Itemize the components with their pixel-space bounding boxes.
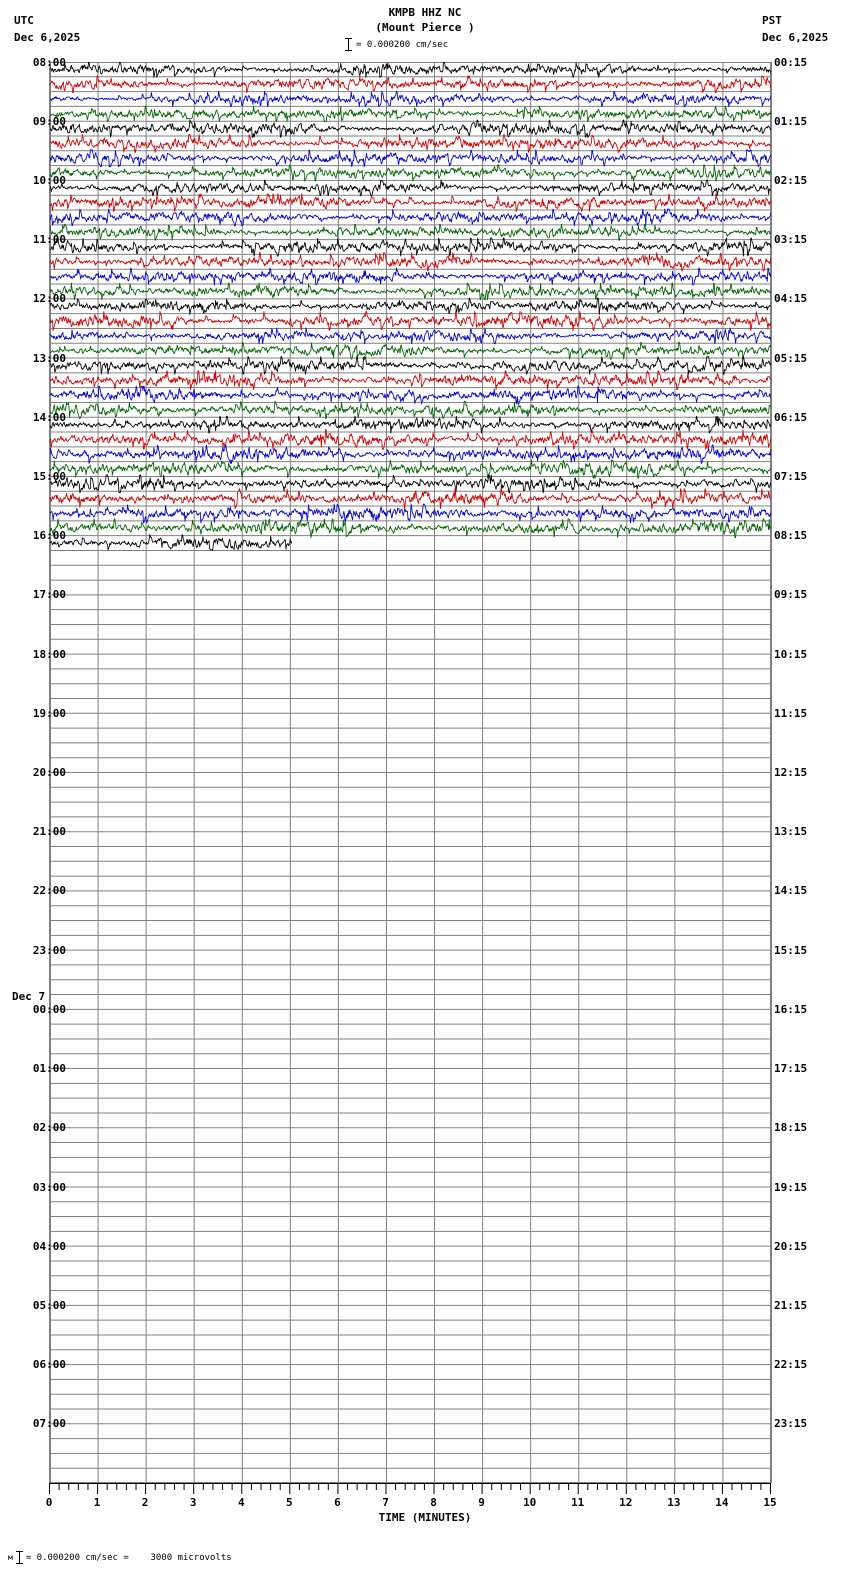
x-tick-3: 3 [189, 1496, 197, 1509]
seismic-traces [50, 62, 771, 1483]
station-name: (Mount Pierce ) [375, 21, 475, 34]
pst-hour-label-0615: 06:15 [774, 410, 808, 424]
trace-row-1 [50, 76, 771, 93]
utc-hour-label-1400: 14:00 [32, 410, 66, 424]
trace-row-6 [50, 150, 771, 167]
trace-row-31 [50, 519, 771, 538]
scale-bar-text: = 0.000200 cm/sec [356, 39, 449, 50]
trace-row-5 [50, 135, 771, 153]
x-tick-12: 12 [619, 1496, 633, 1509]
utc-hour-label-0800: 08:00 [32, 55, 66, 69]
pst-hour-label-1415: 14:15 [774, 884, 808, 898]
trace-row-19 [50, 342, 771, 359]
x-tick-5: 5 [285, 1496, 293, 1509]
trace-row-24 [50, 416, 771, 433]
footer-scale-bar-icon [16, 1551, 23, 1564]
utc-date: Dec 6,2025 [14, 31, 81, 44]
utc-hour-label-0900: 09:00 [32, 114, 66, 128]
x-tick-14: 14 [715, 1496, 729, 1509]
utc-hour-label-0500: 05:00 [32, 1298, 66, 1312]
footer-scale-note [8, 1551, 232, 1564]
x-tick-13: 13 [667, 1496, 681, 1509]
trace-row-13 [50, 253, 771, 271]
x-tick-15: 15 [763, 1496, 777, 1509]
trace-row-29 [50, 489, 771, 509]
trace-row-14 [50, 268, 771, 285]
day-break-label: Dec 7 [12, 990, 46, 1004]
x-tick-8: 8 [430, 1496, 437, 1509]
trace-row-9 [50, 194, 771, 212]
pst-hour-label-1015: 10:15 [774, 647, 808, 661]
utc-hour-label-0300: 03:00 [32, 1180, 66, 1194]
utc-hour-label-0200: 02:00 [32, 1121, 66, 1135]
x-tick-9: 9 [478, 1496, 485, 1509]
x-tick-4: 4 [237, 1496, 245, 1509]
trace-row-32 [50, 535, 292, 551]
trace-row-17 [50, 312, 771, 331]
trace-row-22 [50, 386, 771, 404]
utc-hour-label-1700: 17:00 [32, 588, 66, 602]
pst-hour-label-0815: 08:15 [774, 529, 808, 543]
utc-hour-label-0600: 06:00 [32, 1358, 66, 1372]
pst-label: PST [762, 14, 782, 27]
x-tick-2: 2 [141, 1496, 149, 1509]
trace-row-2 [50, 91, 771, 106]
header-station-block [0, 5, 850, 35]
trace-row-23 [50, 401, 771, 418]
pst-hour-label-0315: 03:15 [774, 233, 808, 247]
utc-hour-label-1800: 18:00 [32, 647, 66, 661]
trace-row-16 [50, 298, 771, 314]
pst-date: Dec 6,2025 [762, 31, 829, 44]
x-tick-10: 10 [523, 1496, 537, 1509]
utc-hour-label-1900: 19:00 [32, 706, 66, 720]
footer-mu-glyph: м [8, 1553, 13, 1562]
utc-hour-label-1600: 16:00 [32, 529, 66, 543]
pst-hour-label-1715: 17:15 [774, 1062, 808, 1075]
utc-label: UTC [14, 14, 34, 27]
x-axis-title: TIME (MINUTES) [378, 1511, 472, 1524]
footer-scale-text: = 0.000200 cm/sec = 3000 microvolts [25, 1552, 232, 1563]
utc-hour-label-0000: 00:00 [32, 1002, 66, 1016]
pst-hour-label-0515: 05:15 [774, 351, 808, 365]
x-tick-6: 6 [334, 1496, 341, 1509]
pst-hour-label-1915: 19:15 [774, 1180, 808, 1194]
pst-hour-label-0715: 07:15 [774, 470, 808, 483]
trace-row-0 [50, 62, 771, 77]
pst-hour-label-1515: 15:15 [774, 943, 808, 957]
utc-hour-label-2000: 20:00 [32, 766, 66, 779]
helicorder-plot-area [49, 62, 772, 1483]
utc-hour-label-0400: 04:00 [32, 1239, 66, 1253]
utc-hour-label-1500: 15:00 [32, 470, 66, 483]
utc-hour-label-1000: 10:00 [32, 173, 66, 187]
trace-row-28 [50, 475, 771, 493]
trace-row-7 [50, 165, 771, 181]
trace-row-20 [50, 357, 771, 375]
utc-hour-label-0100: 01:00 [32, 1062, 66, 1075]
utc-hour-label-2300: 23:00 [32, 943, 66, 957]
utc-hour-label-2100: 21:00 [32, 825, 66, 839]
trace-row-27 [50, 460, 771, 478]
trace-row-21 [50, 371, 771, 390]
utc-hour-label-1100: 11:00 [32, 233, 66, 247]
pst-hour-label-2015: 20:15 [774, 1239, 808, 1253]
trace-row-18 [50, 328, 771, 344]
pst-hour-label-0115: 01:15 [774, 114, 808, 128]
pst-hour-label-1115: 11:15 [774, 706, 808, 720]
pst-hour-label-0015: 00:15 [774, 55, 808, 69]
utc-hour-label-1200: 12:00 [32, 292, 66, 306]
pst-hour-label-2215: 22:15 [774, 1358, 808, 1372]
utc-hour-label-1300: 13:00 [32, 351, 66, 365]
pst-hour-label-1615: 16:15 [774, 1002, 808, 1016]
x-tick-7: 7 [382, 1496, 389, 1509]
trace-row-30 [50, 504, 771, 523]
pst-hour-label-2115: 21:15 [774, 1298, 808, 1312]
pst-hour-label-1815: 18:15 [774, 1121, 808, 1135]
pst-hour-label-1215: 12:15 [774, 766, 808, 779]
x-axis-ticks [49, 1483, 771, 1495]
trace-row-3 [50, 106, 771, 122]
scale-bar-legend [345, 38, 448, 51]
trace-row-11 [50, 224, 771, 240]
utc-hour-label-0700: 07:00 [32, 1417, 66, 1431]
x-tick-11: 11 [571, 1496, 585, 1509]
trace-row-8 [50, 180, 771, 196]
pst-hour-label-2315: 23:15 [774, 1417, 808, 1431]
trace-row-26 [50, 445, 771, 463]
pst-hour-label-0415: 04:15 [774, 292, 808, 306]
trace-row-10 [50, 209, 771, 226]
station-code: KMPB HHZ NC [388, 6, 462, 19]
pst-hour-label-0215: 02:15 [774, 173, 808, 187]
pst-hour-label-1315: 13:15 [774, 825, 808, 839]
trace-row-12 [50, 238, 771, 256]
x-tick-1: 1 [93, 1496, 101, 1509]
x-tick-0: 0 [45, 1496, 53, 1509]
vertical-scale-bar-icon [345, 38, 352, 51]
header-right-timezone-block [762, 12, 842, 46]
pst-hour-label-0915: 09:15 [774, 588, 808, 602]
utc-hour-label-2200: 22:00 [32, 884, 66, 898]
trace-row-15 [50, 283, 771, 300]
